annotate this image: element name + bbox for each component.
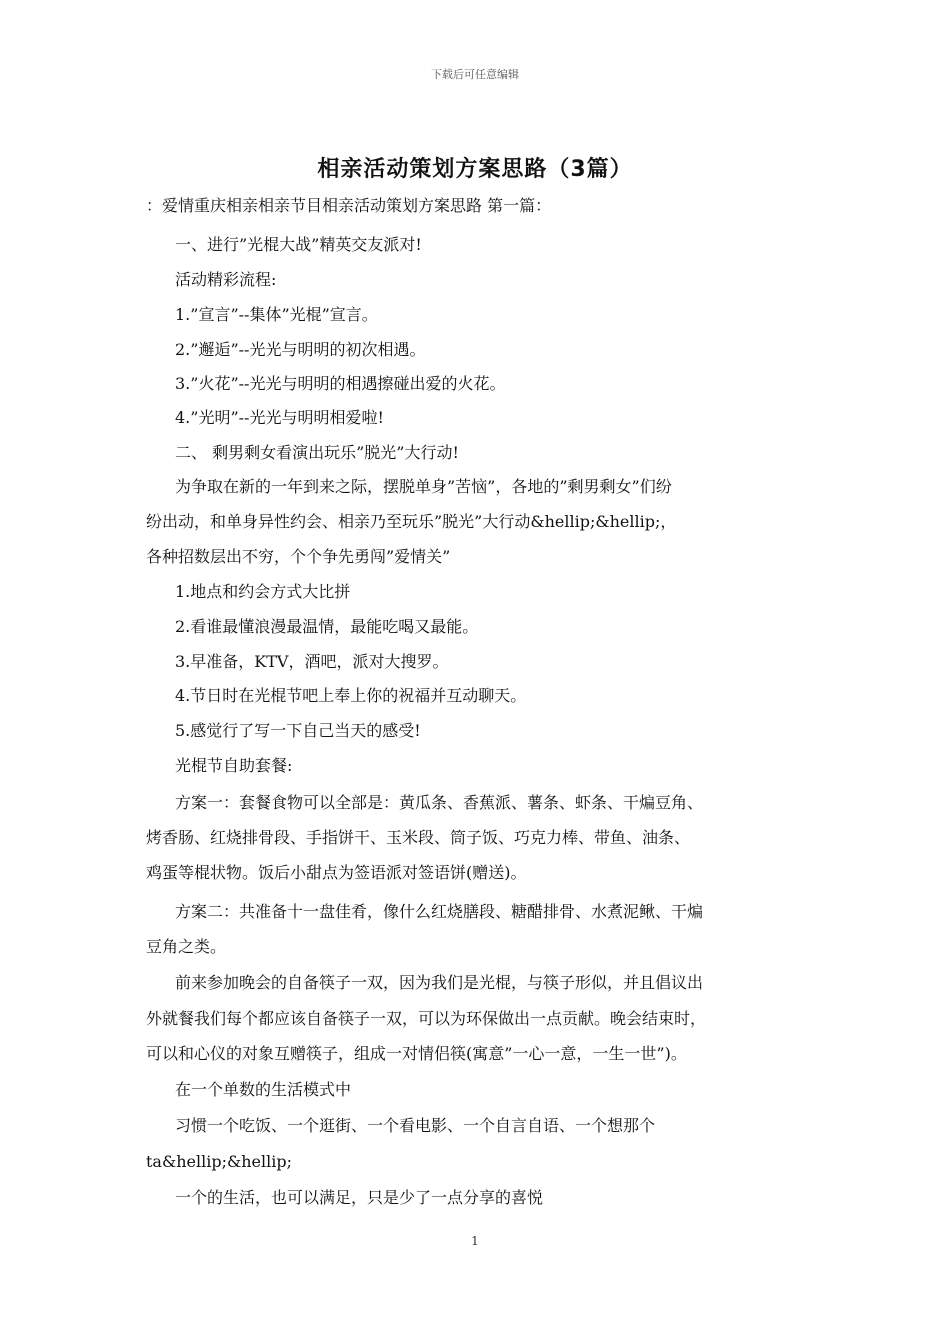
text-line: 3.早准备，KTV，酒吧，派对大搜罗。 [175, 652, 449, 671]
text-line: 活动精彩流程: [175, 270, 277, 289]
text-line: 1.地点和约会方式大比拼 [175, 582, 351, 601]
text-line: 二、 剩男剩女看演出玩乐”脱光”大行动! [175, 443, 459, 462]
text-line: 方案一：套餐食物可以全部是：黄瓜条、香蕉派、薯条、虾条、干煸豆角、 [175, 793, 704, 812]
text-line: 习惯一个吃饭、一个逛街、一个看电影、一个自言自语、一个想那个 [175, 1116, 656, 1135]
text-line: 光棍节自助套餐: [175, 756, 293, 775]
text-line: 2.”邂逅”--光光与明明的初次相遇。 [175, 340, 426, 359]
header-note: 下载后可任意编辑 [431, 68, 519, 81]
text-line: 1.”宣言”--集体”光棍”宣言。 [175, 305, 378, 324]
text-line: 各种招数层出不穷，个个争先勇闯”爱情关” [146, 547, 451, 566]
text-line: 烤香肠、红烧排骨段、手指饼干、玉米段、筒子饭、巧克力棒、带鱼、油条、 [146, 828, 691, 847]
text-line: 纷出动，和单身异性约会、相亲乃至玩乐”脱光”大行动&hellip;&hellip;， [146, 512, 677, 531]
text-line: 鸡蛋等棍状物。饭后小甜点为签语派对签语饼(赠送)。 [146, 863, 527, 882]
text-line: 5.感觉行了写一下自己当天的感受! [175, 721, 421, 740]
text-line: 在一个单数的生活模式中 [175, 1080, 352, 1099]
text-line: ta&hellip;&hellip; [146, 1152, 292, 1171]
text-line: 3.”火花”--光光与明明的相遇擦碰出爱的火花。 [175, 374, 506, 393]
text-line: 方案二：共准备十一盘佳肴，像什么红烧膳段、糖醋排骨、水煮泥鳅、干煸 [175, 902, 704, 921]
text-line: 前来参加晚会的自备筷子一双，因为我们是光棍，与筷子形似，并且倡议出 [175, 973, 704, 992]
text-line: 为争取在新的一年到来之际，摆脱单身”苦恼”，各地的”剩男剩女”们纷 [175, 477, 672, 496]
text-line: 可以和心仪的对象互赠筷子，组成一对情侣筷(寓意”一心一意，一生一世”)。 [146, 1044, 687, 1063]
text-line: ：爱情重庆相亲相亲节目相亲活动策划方案思路 第一篇： [146, 196, 552, 215]
text-line: 2.看谁最懂浪漫最温情，最能吃喝又最能。 [175, 617, 479, 636]
page-title: 相亲活动策划方案思路（3篇） [317, 157, 633, 182]
text-line: 一个的生活，也可以满足，只是少了一点分享的喜悦 [175, 1188, 544, 1207]
text-line: 4.节日时在光棍节吧上奉上你的祝福并互动聊天。 [175, 686, 527, 705]
text-line: 外就餐我们每个都应该自备筷子一双，可以为环保做出一点贡献。晚会结束时， [146, 1009, 707, 1028]
text-line: 4.”光明”--光光与明明相爱啦! [175, 408, 384, 427]
text-line: 豆角之类。 [146, 937, 227, 956]
text-line: 一、进行”光棍大战”精英交友派对! [175, 235, 422, 254]
page-number: 1 [471, 1234, 479, 1248]
